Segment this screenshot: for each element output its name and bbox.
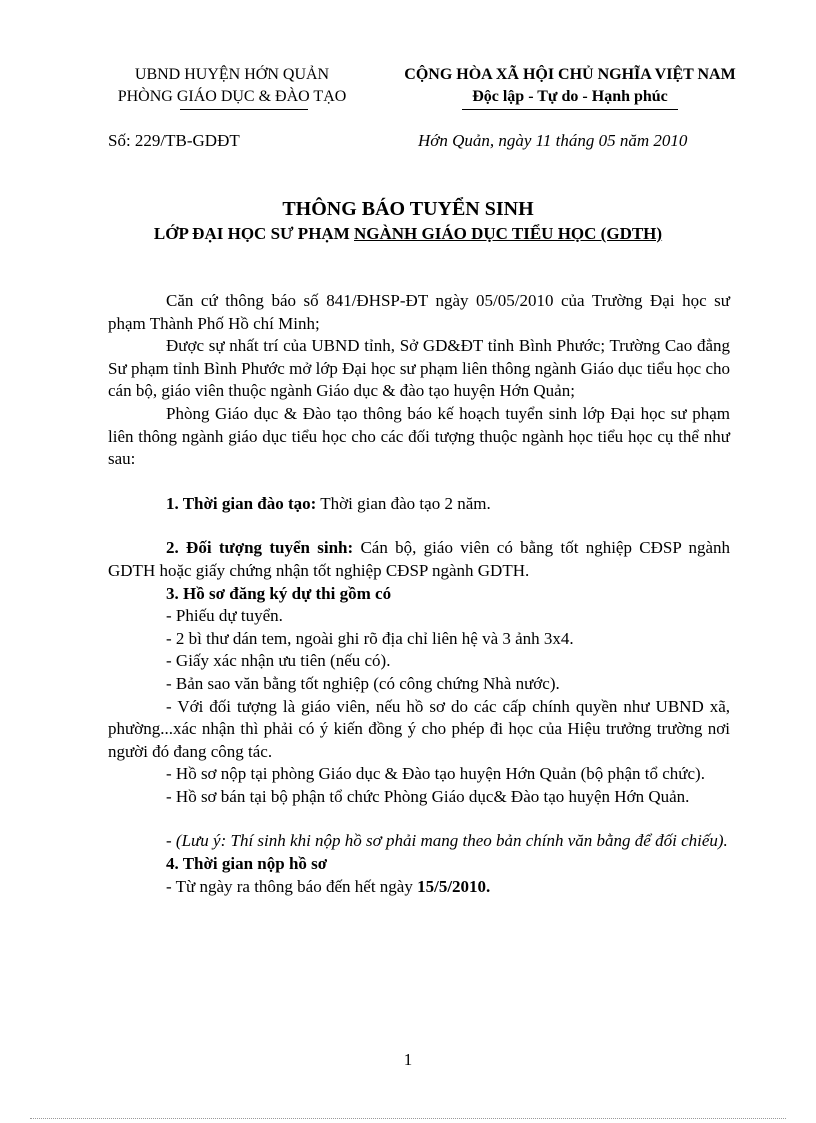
motto-underline: [462, 109, 678, 110]
list-item: - Phiếu dự tuyển.: [166, 606, 283, 626]
national-title: CỘNG HÒA XÃ HỘI CHỦ NGHĨA VIỆT NAM: [404, 66, 736, 83]
reference-number: Số: 229/TB-GDĐT: [108, 131, 240, 150]
national-header: [380, 64, 760, 108]
section-eligibility: [108, 537, 730, 582]
issuer-line-2: PHÒNG GIÁO DỤC & ĐÀO TẠO: [117, 88, 347, 105]
spacer: [108, 808, 730, 830]
section-3-heading: 3. Hồ sơ đăng ký dự thi gồm có: [166, 583, 392, 603]
document-title: THÔNG BÁO TUYỂN SINH: [282, 198, 534, 220]
spacer: [108, 515, 730, 537]
section-2-heading: 2. Đối tượng tuyển sinh:: [166, 538, 354, 558]
issuer-line-1: UBND HUYỆN HỚN QUẢN: [134, 66, 330, 83]
list-item: - 2 bì thư dán tem, ngoài ghi rõ địa chỉ liên hệ và 3 ảnh 3x4.: [166, 628, 574, 648]
footer-divider: [30, 1118, 786, 1119]
section-4-date: 15/5/2010.: [417, 876, 491, 896]
section-1-text: Thời gian đào tạo 2 năm.: [316, 493, 491, 513]
paragraph-announcement: Phòng Giáo dục & Đào tạo thông báo kế hoạch tuyển sinh lớp Đại học sư phạm liên thông ngành giáo dục tiểu học cho các đối tượng thuộc ngành học tiểu học cụ thể như sau:: [108, 403, 730, 469]
place-date: Hớn Quản, ngày 11 tháng 05 năm 2010: [418, 131, 688, 150]
section-2-text: Cán bộ, giáo viên có bằng tốt nghiệp CĐSP ngành GDTH hoặc giấy chứng nhận tốt nghiệp CĐSP ngành GDTH.: [108, 538, 730, 580]
section-4-heading: 4. Thời gian nộp hồ sơ: [166, 854, 328, 874]
spacer: [108, 471, 730, 493]
list-item: - Với đối tượng là giáo viên, nếu hồ sơ do các cấp chính quyền như UBND xã, phường...xác nhận thì phải có ý kiến đồng ý cho phép đi học của Hiệu trưởng trường nơi người đó đang công tác.: [108, 696, 730, 761]
section-4-deadline: [108, 876, 730, 899]
paragraph-legal-basis: Căn cứ thông báo số 841/ĐHSP-ĐT ngày 05/05/2010 của Trường Đại học sư phạm Thành Phố Hồ chí Minh;: [108, 291, 730, 333]
issuer-header: [92, 64, 372, 108]
page-number: 1: [403, 1050, 413, 1069]
document-body: [108, 290, 730, 898]
document-subtitle: [0, 224, 816, 244]
national-motto: Độc lập - Tự do - Hạnh phúc: [472, 88, 668, 105]
paragraph-approval: Được sự nhất trí của UBND tỉnh, Sở GD&ĐT tỉnh Bình Phước; Trường Cao đẳng Sư phạm tỉnh Bình Phước mở lớp Đại học sư phạm liên thông ngành Giáo dục tiểu học cho cán bộ, giáo viên thuộc ngành Giáo dục & đào tạo huyện Hớn Quản;: [108, 336, 730, 401]
list-item: - Hồ sơ nộp tại phòng Giáo dục & Đào tạo huyện Hớn Quản (bộ phận tổ chức).: [166, 764, 705, 784]
section-training-time: [108, 493, 730, 516]
issuer-underline: [180, 109, 308, 110]
list-item: - Hồ sơ bán tại bộ phận tổ chức Phòng Giáo dục& Đào tạo huyện Hớn Quản.: [166, 786, 690, 806]
subtitle-part-b: NGÀNH GIÁO DỤC TIỂU HỌC (GDTH): [354, 224, 663, 243]
list-item: - Bản sao văn bằng tốt nghiệp (có công chứng Nhà nước).: [166, 673, 560, 693]
section-1-heading: 1. Thời gian đào tạo:: [166, 493, 317, 513]
section-4-text: - Từ ngày ra thông báo đến hết ngày: [166, 876, 418, 896]
note-paragraph: - (Lưu ý: Thí sinh khi nộp hồ sơ phải mang theo bản chính văn bằng để đối chiếu).: [166, 831, 728, 851]
subtitle-part-a: LỚP ĐẠI HỌC SƯ PHẠM: [153, 224, 354, 243]
list-item: - Giấy xác nhận ưu tiên (nếu có).: [166, 651, 391, 671]
